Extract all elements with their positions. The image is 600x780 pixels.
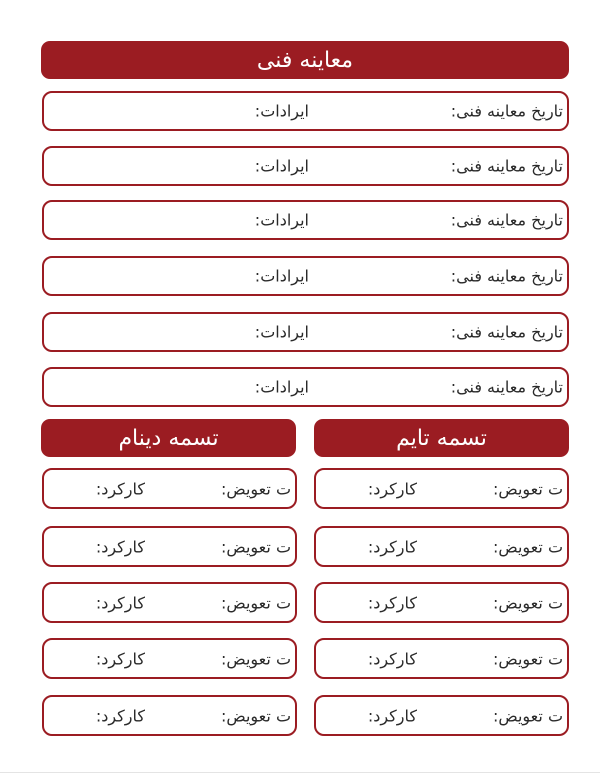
timing-belt-replace-date-label: ت تعویض: [492, 706, 563, 725]
timing-belt-title: تسمه تایم [314, 419, 569, 457]
alternator-belt-mileage-label: کارکرد: [95, 537, 145, 556]
inspection-issues-label: ایرادات: [254, 210, 309, 230]
inspection-issues-label: ایرادات: [254, 101, 309, 121]
inspection-row[interactable] [42, 256, 569, 296]
timing-belt-row[interactable] [314, 582, 569, 623]
alternator-belt-title: تسمه دینام [41, 419, 296, 457]
inspection-issues-label: ایرادات: [254, 156, 309, 176]
inspection-issues-label: ایرادات: [254, 322, 309, 342]
inspection-row[interactable] [42, 91, 569, 131]
timing-belt-mileage-label: کارکرد: [367, 537, 417, 556]
alternator-belt-replace-date-label: ت تعویض: [220, 649, 291, 668]
alternator-belt-mileage-label: کارکرد: [95, 706, 145, 725]
alternator-belt-row[interactable] [42, 695, 297, 736]
alternator-belt-row[interactable] [42, 468, 297, 509]
alternator-belt-replace-date-label: ت تعویض: [220, 537, 291, 556]
timing-belt-mileage-label: کارکرد: [367, 593, 417, 612]
timing-belt-mileage-label: کارکرد: [367, 706, 417, 725]
alternator-belt-mileage-label: کارکرد: [95, 479, 145, 498]
inspection-title: معاینه فنی [41, 41, 569, 79]
timing-belt-row[interactable] [314, 526, 569, 567]
timing-belt-replace-date-label: ت تعویض: [492, 537, 563, 556]
inspection-date-label: تاریخ معاینه فنی: [450, 266, 563, 286]
inspection-issues-label: ایرادات: [254, 377, 309, 397]
inspection-issues-label: ایرادات: [254, 266, 309, 286]
inspection-date-label: تاریخ معاینه فنی: [450, 377, 563, 397]
alternator-belt-replace-date-label: ت تعویض: [220, 593, 291, 612]
alternator-belt-mileage-label: کارکرد: [95, 649, 145, 668]
timing-belt-replace-date-label: ت تعویض: [492, 479, 563, 498]
timing-belt-replace-date-label: ت تعویض: [492, 593, 563, 612]
timing-belt-mileage-label: کارکرد: [367, 649, 417, 668]
inspection-date-label: تاریخ معاینه فنی: [450, 322, 563, 342]
timing-belt-replace-date-label: ت تعویض: [492, 649, 563, 668]
inspection-date-label: تاریخ معاینه فنی: [450, 210, 563, 230]
inspection-row[interactable] [42, 146, 569, 186]
alternator-belt-replace-date-label: ت تعویض: [220, 706, 291, 725]
page-bottom-divider [0, 772, 600, 773]
alternator-belt-row[interactable] [42, 582, 297, 623]
timing-belt-row[interactable] [314, 695, 569, 736]
inspection-row[interactable] [42, 312, 569, 352]
inspection-date-label: تاریخ معاینه فنی: [450, 101, 563, 121]
timing-belt-row[interactable] [314, 468, 569, 509]
alternator-belt-row[interactable] [42, 638, 297, 679]
inspection-row[interactable] [42, 367, 569, 407]
inspection-row[interactable] [42, 200, 569, 240]
timing-belt-mileage-label: کارکرد: [367, 479, 417, 498]
timing-belt-row[interactable] [314, 638, 569, 679]
inspection-date-label: تاریخ معاینه فنی: [450, 156, 563, 176]
alternator-belt-replace-date-label: ت تعویض: [220, 479, 291, 498]
alternator-belt-row[interactable] [42, 526, 297, 567]
alternator-belt-mileage-label: کارکرد: [95, 593, 145, 612]
